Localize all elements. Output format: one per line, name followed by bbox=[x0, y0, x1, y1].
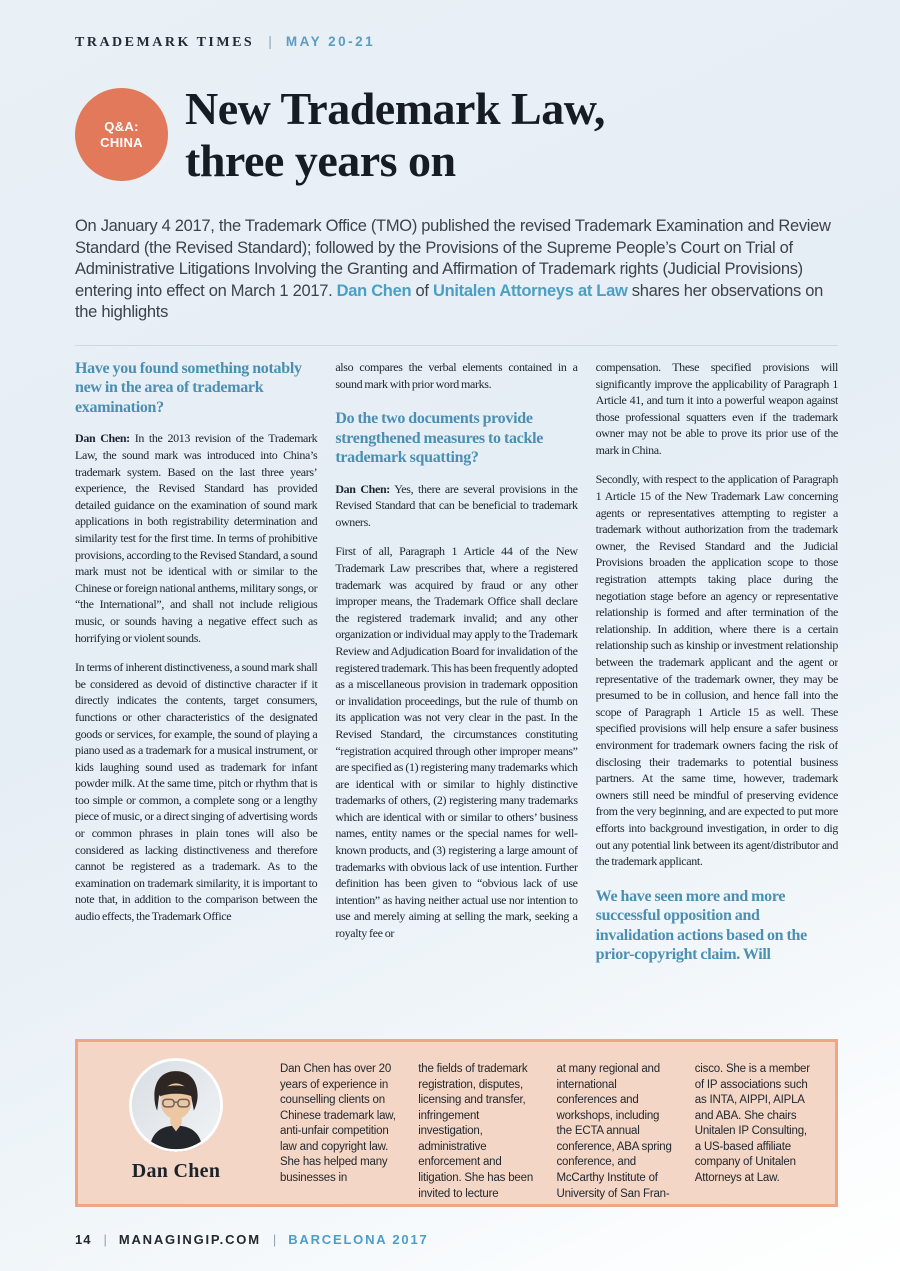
standfirst-tail: shares her observations on the highlights bbox=[75, 281, 824, 322]
bio-text-column-2: the fields of trademark registration, disputes, licensing and transfer, infringement investigation, administrative enforcement and litigation. She has been invited to lecture bbox=[418, 1062, 534, 1200]
firm-name: Unitalen Attorneys at Law bbox=[432, 281, 628, 300]
question-heading-1: Have you found something notably new in the area of trademark examination? bbox=[75, 359, 302, 416]
bio-author-name: Dan Chen bbox=[131, 1159, 221, 1182]
author-portrait-icon bbox=[129, 1058, 223, 1152]
paragraph bbox=[335, 481, 577, 531]
headline-line1: New Trademark Law, bbox=[185, 83, 605, 134]
badge-line2: CHINA bbox=[100, 134, 143, 150]
question-heading-2: Do the two documents provide strengthened measures to tackle trademark squatting? bbox=[335, 410, 544, 467]
footer-divider: | bbox=[272, 1231, 277, 1247]
article-column-3 bbox=[596, 359, 838, 1031]
bio-text-column-1: Dan Chen has over 20 years of experience in counselling clients on Chinese trademark law, anti-unfair competition law and copyright law. She has helped many businesses in bbox=[280, 1062, 396, 1185]
author-name: Dan Chen bbox=[336, 281, 412, 300]
standfirst-text: On January 4 2017, the Trademark Office (TMO) published the revised Trademark Examination and Review Standard (the Revised Standard); followed by the Provisions of the Supreme People’s Court on Trial of Administrative Litigations Involving the Granting and Affirmation of Trademark rights (Judicial Provisions) entering into effect on March 1 2017. bbox=[75, 216, 831, 300]
issue-date: MAY 20-21 bbox=[285, 34, 376, 49]
author-bio-box bbox=[75, 1039, 838, 1207]
paragraph: First of all, Paragraph 1 Article 44 of the New Trademark Law prescribes that, where a registered trademark was acquired by fraud or any other improper means, the Trademark Office shall declare the registered trademark invalid; and any other organization or individual may apply to the Trademark Review and Adjudication Board for invalidation of the registered trademark. This has been frequently adopted as a miscellaneous provision in trademark opposition or invalidation proceedings, but the rule of thumb on its application was not very clear in the past. In the Revised Standard, the circumstances constituting “registration acquired through other improper means” are specified as (1) registering many trademarks which are identical with or similar to highly distinctive trademarks of others, (2) registering many trademarks which are identical with or similar to others’ business names, entity names or the special names for well-known products, and (3) registering a large amount of trademarks with obvious lack of use intention. Further definition has been given to “obvious lack of use intention” as having neither actual use nor intention to use and merely aiming at selling the mark, seeking a royalty fee or bbox=[335, 544, 578, 941]
author-photo bbox=[129, 1058, 223, 1152]
headline-line2: three years on bbox=[185, 134, 456, 186]
bio-identity bbox=[92, 1058, 260, 1202]
badge-line1: Q&A: bbox=[104, 118, 139, 134]
bio-text-column-4: cisco. She is a member of IP associations such as INTA, AIPPI, AIPLA and ABA. She chairs Unitalen IP Consulting, a US-based affiliate company of Unitalen Attorneys at Law. bbox=[694, 1062, 810, 1185]
footer-divider: | bbox=[103, 1231, 107, 1247]
paragraph-text: In the 2013 revision of the Trademark Law, the sound mark was introduced into China’s trademark system. Based on the last three years’ experience, the Revised Standard has provided detailed guidance on the examination of sound mark applications in both registrability determination and similarity test for the first time. In terms of prohibitive provisions, according to the Revised Standard, a sound mark must not be identical with or similar to the Chinese or foreign national anthems, military songs, or “the International”, and shall not include religious music, or sounds having a negative effect such as horrifying or violent sounds. bbox=[75, 431, 318, 645]
paragraph-text: Yes, there are several provisions in the Revised Standard that can be beneficial to trademark owners. bbox=[335, 481, 578, 529]
page-footer bbox=[75, 1232, 838, 1247]
standfirst bbox=[75, 216, 838, 324]
headline-section bbox=[75, 83, 838, 187]
paragraph bbox=[75, 430, 317, 646]
speaker-lead: Dan Chen: bbox=[335, 481, 390, 496]
paragraph: also compares the verbal elements contained in a sound mark with prior word marks. bbox=[335, 359, 578, 391]
masthead bbox=[75, 33, 838, 51]
section-divider bbox=[75, 345, 838, 346]
bio-text-column-3: at many regional and international conferences and workshops, including the ECTA annual conference, ABA spring conference, and McCarthy Institute of University of San Fran- bbox=[556, 1062, 672, 1200]
publication-title: TRADEMARK TIMES bbox=[75, 35, 255, 50]
article-column-1 bbox=[75, 359, 317, 1031]
question-heading-3: We have seen more and more successful opposition and invalidation actions based on the prior-copyright claim. Will bbox=[595, 887, 807, 964]
standfirst-connector: of bbox=[411, 281, 433, 300]
masthead-divider: | bbox=[268, 33, 272, 49]
article-headline bbox=[185, 83, 605, 187]
paragraph: Secondly, with respect to the application of Paragraph 1 Article 15 of the New Trademark Law concerning agents or representatives attempting to register a trademark without authorization from the trademark owner, the Revised Standard and the Judicial Provisions broaden the application scope to those registration attempts taking place during the negotiation stage before an agency or representative relationship is formed and after termination of the relationship. In addition, where there is a certain relationship such as kinship or investment relationship between the trademark applicant and the agent or representative of the trademark owner, they may be presumed to be in collusion, and hence fall into the scope of Paragraph 1 Article 15 as well. These specified provisions will help ensure a safer business environment for trademark owners facing the risk of disclosing their trademarks to potential business partners. At the same time, however, trademark owners still need be mindful of preserving evidence from the very beginning, and are expected to put more efforts into background investigation, in order to dig out any potential link between its agent/distributor and the trademark applicant. bbox=[595, 472, 838, 869]
article-body bbox=[75, 359, 838, 1031]
article-column-2 bbox=[335, 359, 577, 1031]
paragraph: In terms of inherent distinctiveness, a sound mark shall be considered as devoid of distinctive character if it directly indicates the contents, target consumers, functions or other characteristics of the designated goods or services, for example, the sound of playing a piano used as a trademark for a musical instrument, or kids laughing sound used as trademark for infant powder milk. At the same time, pitch or rhythm that is too simple or common, a complete song or a lengthy piece of music, or a direct singing of advertising words or common phrases in plain tones will also be considered as lacking distinctiveness and therefore cannot be registered as a trademark. As to the examination on trademark similarity, it is important to note that, in addition to the comparison between the audio effects, the Trademark Office bbox=[75, 660, 318, 924]
paragraph: compensation. These specified provisions will significantly improve the applicability of Paragraph 1 Article 41, and turn it into a powerful weapon against those professional squatters even if the trademark owner may not be able to prove its prior use of the mark in China. bbox=[595, 359, 838, 457]
footer-website: MANAGINGIP.COM bbox=[118, 1231, 261, 1247]
footer-event: BARCELONA 2017 bbox=[288, 1231, 429, 1247]
qa-china-badge bbox=[75, 88, 168, 181]
page-number: 14 bbox=[75, 1231, 92, 1247]
speaker-lead: Dan Chen: bbox=[75, 431, 130, 446]
